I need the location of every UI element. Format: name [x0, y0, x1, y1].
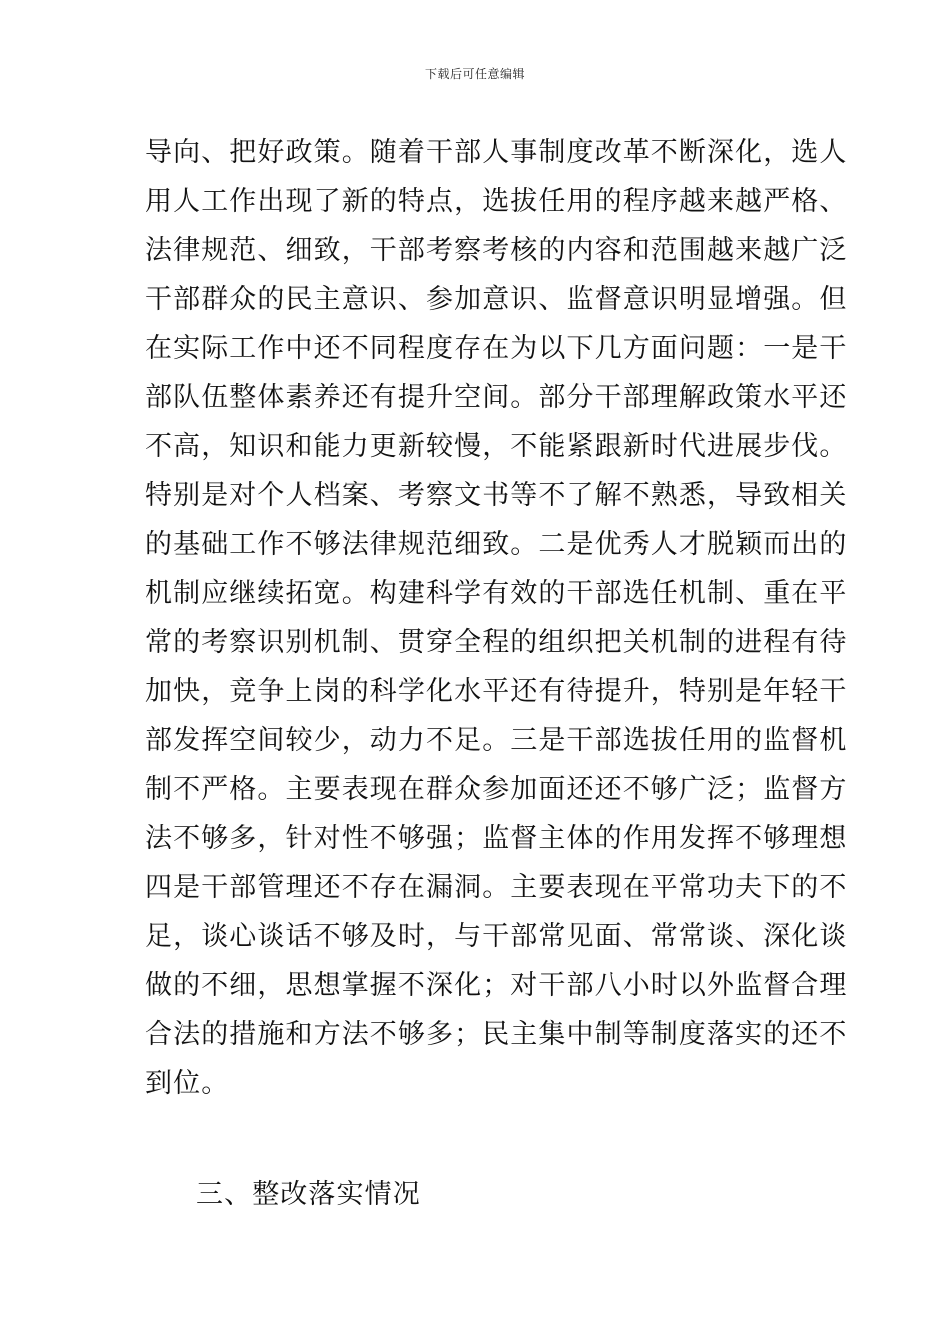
paragraph-line: 在实际工作中还不同程度存在为以下几方面问题：一是干	[145, 333, 848, 364]
paragraph-line: 法不够多，针对性不够强；监督主体的作用发挥不够理想	[145, 823, 848, 854]
paragraph-line: 四是干部管理还不存在漏洞。主要表现在平常功夫下的不	[145, 872, 848, 903]
paragraph-line: 干部群众的民主意识、参加意识、监督意识明显增强。但	[145, 284, 848, 315]
paragraph-line: 不高，知识和能力更新较慢，不能紧跟新时代进展步伐。	[145, 431, 848, 462]
paragraph-line: 特别是对个人档案、考察文书等不了解不熟悉，导致相关	[145, 480, 848, 511]
body-paragraph	[145, 128, 848, 1108]
paragraph-line: 到位。	[145, 1068, 230, 1099]
paragraph-line: 部发挥空间较少，动力不足。三是干部选拔任用的监督机	[145, 725, 848, 756]
paragraph-line: 常的考察识别机制、贯穿全程的组织把关机制的进程有待	[145, 627, 848, 658]
paragraph-line: 法律规范、细致，干部考察考核的内容和范围越来越广泛	[145, 235, 848, 266]
paragraph-line: 制不严格。主要表现在群众参加面还还不够广泛；监督方	[145, 774, 848, 805]
page-header: 下载后可任意编辑	[424, 67, 525, 81]
paragraph-line: 足，谈心谈话不够及时，与干部常见面、常常谈、深化谈	[145, 921, 848, 952]
paragraph-line: 加快，竞争上岗的科学化水平还有待提升，特别是年轻干	[145, 676, 848, 707]
paragraph-line: 用人工作出现了新的特点，选拔任用的程序越来越严格、	[145, 186, 848, 217]
paragraph-line: 机制应继续拓宽。构建科学有效的干部选任机制、重在平	[145, 578, 848, 609]
paragraph-line: 部队伍整体素养还有提升空间。部分干部理解政策水平还	[145, 382, 848, 413]
paragraph-line: 合法的措施和方法不够多；民主集中制等制度落实的还不	[145, 1019, 848, 1050]
section-heading: 三、整改落实情况	[196, 1179, 421, 1210]
paragraph-line: 做的不细，思想掌握不深化；对干部八小时以外监督合理	[145, 970, 848, 1001]
paragraph-line: 的基础工作不够法律规范细致。二是优秀人才脱颖而出的	[145, 529, 848, 560]
paragraph-line: 导向、把好政策。随着干部人事制度改革不断深化，选人	[145, 137, 848, 168]
